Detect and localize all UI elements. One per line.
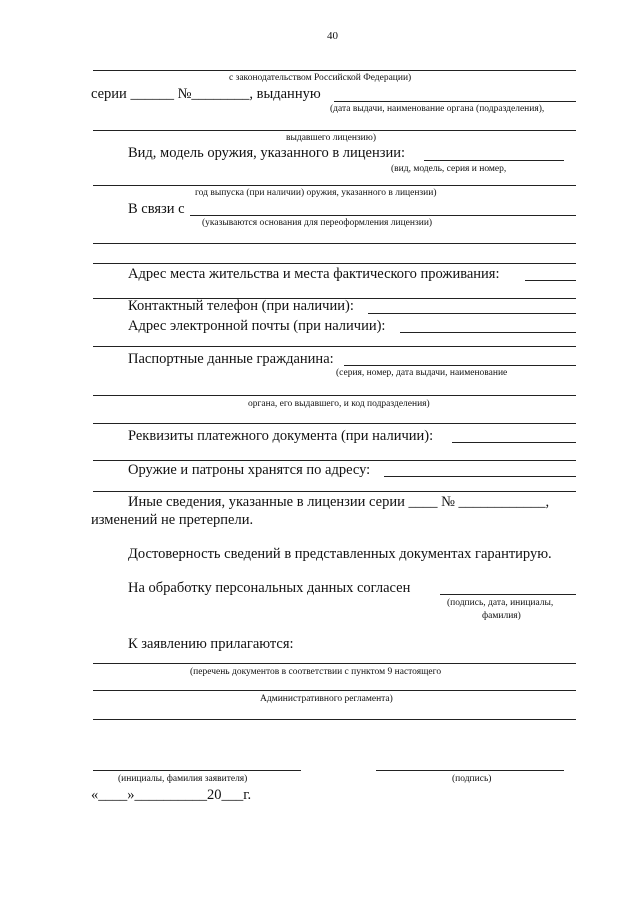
fill-line (93, 70, 576, 71)
payment-label: Реквизиты платежного документа (при наличии): (128, 428, 434, 444)
fill-line[interactable] (93, 423, 576, 424)
caption-applicant: (инициалы, фамилия заявителя) (118, 774, 248, 784)
other-info-line1: Иные сведения, указанные в лицензии серии ____ № ____________, (128, 494, 550, 510)
fill-line[interactable] (384, 476, 576, 477)
phone-label: Контактный телефон (при наличии): (128, 298, 354, 314)
caption-weapon: (вид, модель, серия и номер, (391, 164, 507, 174)
consent-label: На обработку персональных данных согласен (128, 580, 411, 596)
fill-line[interactable] (93, 263, 576, 264)
fill-line[interactable] (93, 395, 576, 396)
fill-line[interactable] (525, 280, 576, 281)
series-line: серии ______ №________, выданную (91, 86, 321, 102)
caption-sign: (подпись) (452, 774, 492, 784)
caption-regulation: Административного регламента) (260, 694, 393, 704)
fill-line[interactable] (93, 663, 576, 664)
caption-documents: (перечень документов в соответствии с пунктом 9 настоящего (190, 667, 442, 677)
caption-passport: (серия, номер, дата выдачи, наименование (336, 368, 508, 378)
fill-line[interactable] (334, 101, 576, 102)
caption-signature-2: фамилия) (482, 611, 521, 621)
date-line: «____»__________20___г. (91, 787, 252, 803)
page-number: 40 (327, 30, 338, 42)
storage-label: Оружие и патроны хранятся по адресу: (128, 462, 371, 478)
applicant-name-line[interactable] (93, 770, 301, 771)
caption-legislation: с законодательством Российской Федерации) (229, 73, 412, 83)
fill-line[interactable] (93, 690, 576, 691)
email-label: Адрес электронной почты (при наличии): (128, 318, 386, 334)
fill-line[interactable] (344, 365, 576, 366)
caption-weapon-year: год выпуска (при наличии) оружия, указанного в лицензии) (195, 188, 437, 198)
attachments-label: К заявлению прилагаются: (128, 636, 294, 652)
fill-line[interactable] (93, 185, 576, 186)
fill-line[interactable] (368, 313, 576, 314)
guarantee-text: Достоверность сведений в представленных документах гарантирую. (128, 546, 552, 562)
reason-label: В связи с (128, 201, 185, 217)
signature-line[interactable] (440, 594, 576, 595)
fill-line[interactable] (93, 460, 576, 461)
caption-issued-by: выдавшего лицензию) (286, 133, 377, 143)
caption-issue-date: (дата выдачи, наименование органа (подразделения), (330, 104, 545, 114)
caption-reason: (указываются основания для переоформления лицензии) (202, 218, 433, 228)
fill-line[interactable] (93, 243, 576, 244)
caption-passport-org: органа, его выдавшего, и код подразделения) (248, 399, 430, 409)
address-label: Адрес места жительства и места фактического проживания: (128, 266, 500, 282)
fill-line[interactable] (190, 215, 576, 216)
fill-line[interactable] (93, 719, 576, 720)
passport-label: Паспортные данные гражданина: (128, 351, 334, 367)
fill-line[interactable] (424, 160, 564, 161)
fill-line[interactable] (452, 442, 576, 443)
fill-line[interactable] (400, 332, 576, 333)
other-info-line2: изменений не претерпели. (91, 512, 254, 528)
caption-signature-1: (подпись, дата, инициалы, (447, 598, 554, 608)
fill-line[interactable] (93, 346, 576, 347)
weapon-label: Вид, модель оружия, указанного в лицензии: (128, 145, 406, 161)
signature-line[interactable] (376, 770, 564, 771)
fill-line[interactable] (93, 130, 576, 131)
fill-line[interactable] (93, 491, 576, 492)
